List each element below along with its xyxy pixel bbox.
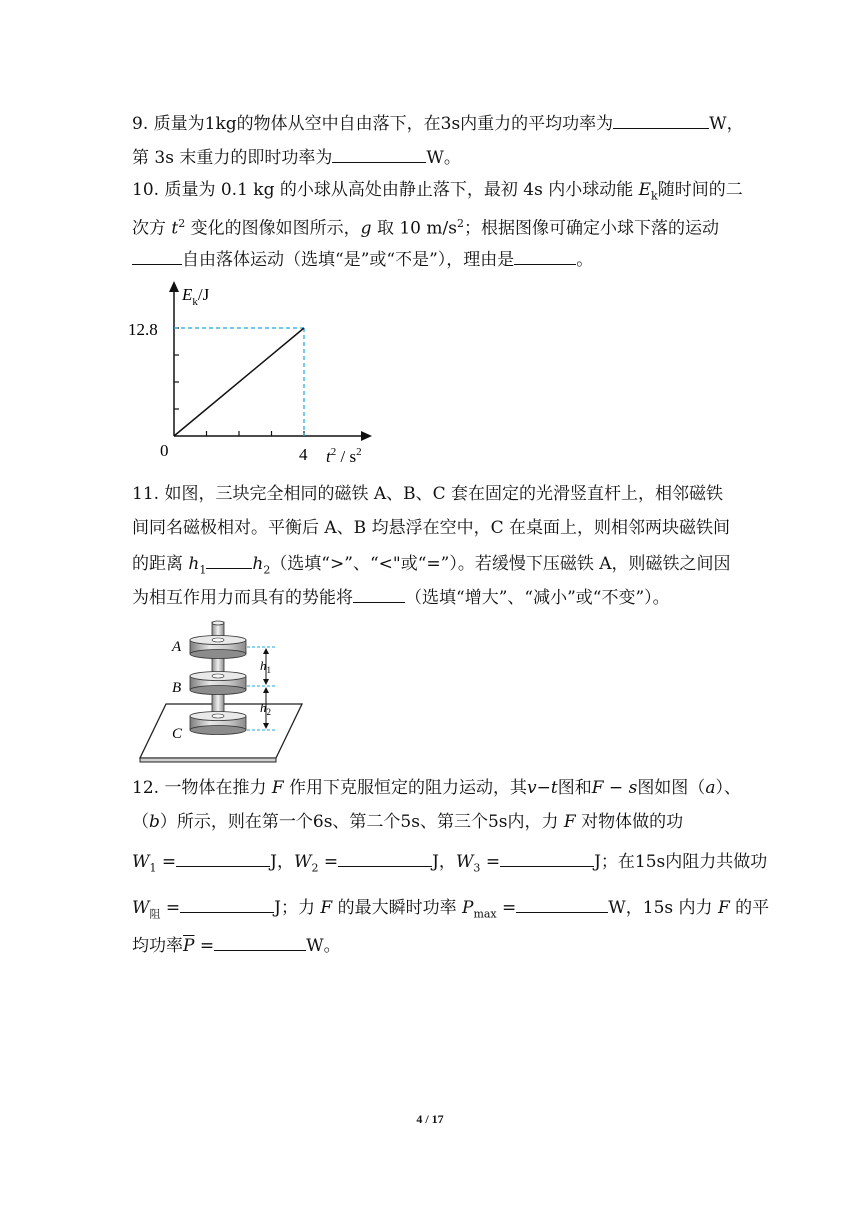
answer-blank-pavg[interactable] bbox=[214, 932, 306, 951]
answer-blank[interactable] bbox=[332, 144, 426, 163]
q10-line-3: 自由落体运动（选填“是”或“不是”），理由是 。 bbox=[132, 246, 593, 272]
q9-line-2: 第 3s 末重力的即时功率为 W。 bbox=[132, 144, 461, 170]
q12-line-4: $W_阻 = J$；力 F 的最大瞬时功率 $P_{max} = W$，15s 内力 F 的平 bbox=[132, 894, 769, 926]
q11-line-2: 间同名磁极相对。平衡后 A、B 均悬浮在空中，C 在桌面上，则相邻两块磁铁间 bbox=[132, 518, 730, 538]
data-line bbox=[174, 328, 304, 436]
y-axis-arrow bbox=[169, 281, 179, 292]
label-h2: $h_2$ bbox=[260, 700, 271, 717]
label-a: A bbox=[172, 639, 182, 655]
answer-blank[interactable] bbox=[613, 110, 709, 129]
table-edge bbox=[140, 758, 276, 762]
answer-blank-w3[interactable] bbox=[500, 848, 594, 867]
magnets-figure bbox=[130, 620, 310, 770]
rod-top bbox=[212, 621, 224, 625]
page-number: 4 / 17 bbox=[416, 1112, 444, 1126]
magnet-b bbox=[190, 672, 246, 695]
q11-line-1: 11. 如图，三块完全相同的磁铁 A、B、C 套在固定的光滑竖直杆上，相邻磁铁 bbox=[132, 484, 724, 504]
q11-line-3: 的距离 $h_1$ $h_2$（选填“>”、“<"或“=”）。若缓慢下压磁铁 A，则磁铁之间因 bbox=[132, 550, 731, 582]
answer-blank[interactable] bbox=[206, 550, 252, 569]
q11-line-4: 为相互作用力而具有的势能将 （选填“增大”、“减小”或“不变”）。 bbox=[132, 584, 670, 610]
q12-line-1: 12. 一物体在推力 F 作用下克服恒定的阻力运动，其v−t图和F − s图如图（a）、 bbox=[132, 778, 741, 798]
answer-blank[interactable] bbox=[132, 246, 182, 265]
answer-blank[interactable] bbox=[353, 584, 405, 603]
answer-blank-w1[interactable] bbox=[176, 848, 270, 867]
magnet-c bbox=[190, 712, 246, 735]
q9-line-1: 9. 质量为1kg的物体从空中自由落下，在3s内重力的平均功率为 W， bbox=[132, 110, 744, 136]
label-c: C bbox=[172, 726, 183, 742]
q10-line-1: 10. 质量为 0.1 kg 的小球从高处由静止落下，最初 4s 内小球动能 $E_k$随时间的二 bbox=[132, 180, 743, 203]
ek-t2-graph bbox=[122, 278, 382, 468]
label-h1: $h_1$ bbox=[260, 658, 271, 675]
x-axis-label: $t^2 / s^2$ bbox=[326, 446, 362, 466]
y-axis-label: $E_k/J$ bbox=[182, 285, 210, 308]
answer-blank-w2[interactable] bbox=[338, 848, 432, 867]
y-tick-label: 12.8 bbox=[128, 320, 158, 339]
x-tick-label: 4 bbox=[299, 445, 308, 464]
origin-label: 0 bbox=[160, 441, 169, 460]
q12-line-2: （b）所示，则在第一个6s、第二个5s、第三个5s内，力 F 对物体做的功 bbox=[132, 812, 684, 832]
q12-line-5: 均功率$\overline{P} = W$。 bbox=[132, 932, 341, 958]
answer-blank-wf[interactable] bbox=[180, 894, 274, 913]
label-b: B bbox=[172, 680, 182, 696]
q12-line-3: $W_1 = J$，$W_2 = J$，$W_3 = J$；在15s内阻力共做功 bbox=[132, 848, 767, 880]
x-axis-arrow bbox=[361, 431, 372, 441]
magnet-a bbox=[190, 636, 246, 659]
q10-line-2: 次方 $t^2$ 变化的图像如图所示，g 取 10 $m/s^2$；根据图像可确定小球下落的运动 bbox=[132, 217, 719, 239]
answer-blank[interactable] bbox=[514, 246, 576, 265]
answer-blank-pmax[interactable] bbox=[516, 894, 608, 913]
